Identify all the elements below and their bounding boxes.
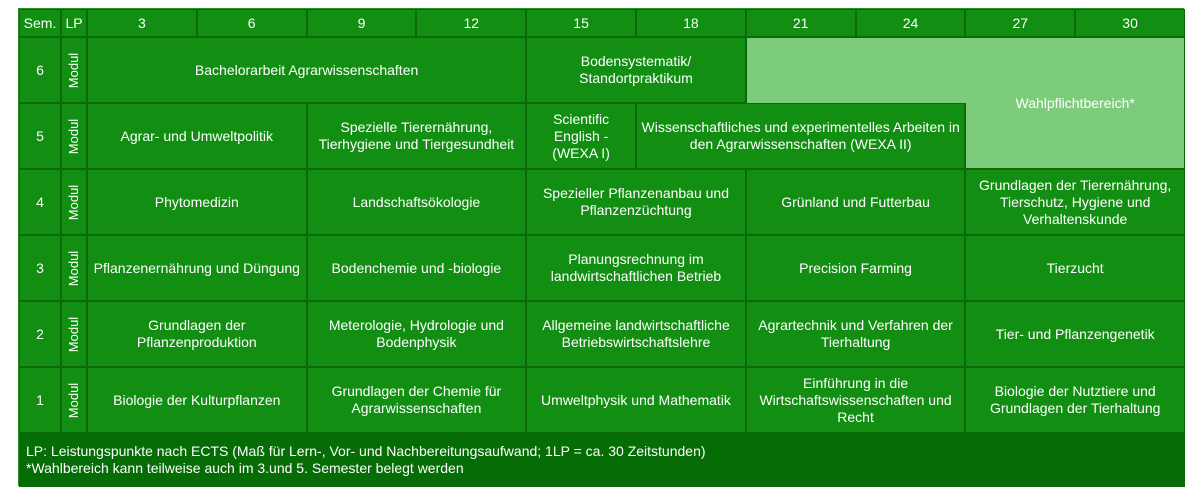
modul-text: Modul — [66, 184, 82, 220]
modul-text: Modul — [66, 382, 82, 418]
module-pflanzenproduktion: Grundlagen der Pflanzenproduktion — [87, 301, 307, 367]
modul-label — [61, 235, 87, 301]
header-lp-24: 24 — [856, 9, 966, 37]
header-lp-21: 21 — [746, 9, 856, 37]
module-betriebswirtschaft: Allgemeine landwirtschaftliche Betriebswirtschaftslehre — [526, 301, 746, 367]
modul-text: Modul — [66, 118, 82, 154]
module-wirtschaftswissenschaften: Einführung in die Wirtschaftswissenschaften und Recht — [746, 367, 966, 433]
modul-label — [61, 301, 87, 367]
module-pflanzenanbau: Spezieller Pflanzenanbau und Pflanzenzüchtung — [526, 169, 746, 235]
semester-1-label: 1 — [19, 367, 61, 433]
header-lp-30: 30 — [1075, 9, 1185, 37]
module-gruenland: Grünland und Futterbau — [746, 169, 966, 235]
module-phytomedizin: Phytomedizin — [87, 169, 307, 235]
header-lp-15: 15 — [526, 9, 636, 37]
wahlpflicht-area-top — [746, 37, 1185, 103]
module-chemie: Grundlagen der Chemie für Agrarwissenschaften — [307, 367, 527, 433]
table-footer — [19, 433, 1185, 487]
module-tierzucht: Tierzucht — [965, 235, 1185, 301]
module-umweltphysik: Umweltphysik und Mathematik — [526, 367, 746, 433]
module-spezielle-tierernaehrung: Spezielle Tierernährung, Tierhygiene und Tiergesundheit — [307, 103, 527, 169]
header-sem: Sem. — [19, 9, 61, 37]
header-lp: LP — [61, 9, 87, 37]
wahlpflicht-area-bottom — [965, 103, 1185, 169]
module-nutztiere: Biologie der Nutztiere und Grundlagen der Tierhaltung — [965, 367, 1185, 433]
modul-label — [61, 103, 87, 169]
header-lp-18: 18 — [636, 9, 746, 37]
module-bodenchemie: Bodenchemie und -biologie — [307, 235, 527, 301]
footer-lp-note: LP: Leistungspunkte nach ECTS (Maß für Lern-, Vor- und Nachbereitungsaufwand; 1LP = ca. 30 Zeitstunden) — [26, 443, 706, 459]
modul-text: Modul — [66, 250, 82, 286]
modul-label — [61, 169, 87, 235]
module-landschaftsoekologie: Landschaftsökologie — [307, 169, 527, 235]
module-bodensystematik: Bodensystematik/ Standortpraktikum — [526, 37, 746, 103]
modul-label — [61, 37, 87, 103]
semester-5-label: 5 — [19, 103, 61, 169]
module-wexa-2: Wissenschaftliches und experimentelles Arbeiten in den Agrarwissenschaften (WEXA II) — [636, 103, 965, 169]
modul-text: Modul — [66, 316, 82, 352]
header-lp-27: 27 — [965, 9, 1075, 37]
modul-label — [61, 367, 87, 433]
module-genetik: Tier- und Pflanzengenetik — [965, 301, 1185, 367]
header-lp-9: 9 — [307, 9, 417, 37]
semester-3-label: 3 — [19, 235, 61, 301]
module-planungsrechnung: Planungsrechnung im landwirtschaftlichen Betrieb — [526, 235, 746, 301]
module-precision-farming: Precision Farming — [746, 235, 966, 301]
wahlpflicht-label: Wahlpflichtbereich* — [1015, 95, 1135, 111]
module-kulturpflanzen: Biologie der Kulturpflanzen — [87, 367, 307, 433]
module-agrartechnik: Agrartechnik und Verfahren der Tierhaltung — [746, 301, 966, 367]
header-lp-6: 6 — [197, 9, 307, 37]
modul-text: Modul — [66, 52, 82, 88]
module-wexa-1: Scientific English - (WEXA I) — [526, 103, 636, 169]
semester-6-label: 6 — [19, 37, 61, 103]
module-agrarpolitik: Agrar- und Umweltpolitik — [87, 103, 307, 169]
header-lp-12: 12 — [416, 9, 526, 37]
semester-2-label: 2 — [19, 301, 61, 367]
semester-4-label: 4 — [19, 169, 61, 235]
footer-wahl-note: *Wahlbereich kann teilweise auch im 3.und 5. Semester belegt werden — [26, 460, 464, 476]
module-pflanzenernaehrung: Pflanzenernährung und Düngung — [87, 235, 307, 301]
header-lp-3: 3 — [87, 9, 197, 37]
study-plan-table — [18, 8, 1184, 486]
module-grundlagen-tierernaehrung: Grundlagen der Tierernährung, Tierschutz, Hygiene und Verhaltenskunde — [965, 169, 1185, 235]
module-bachelorarbeit: Bachelorarbeit Agrarwissenschaften — [87, 37, 526, 103]
module-meterologie: Meterologie, Hydrologie und Bodenphysik — [307, 301, 527, 367]
